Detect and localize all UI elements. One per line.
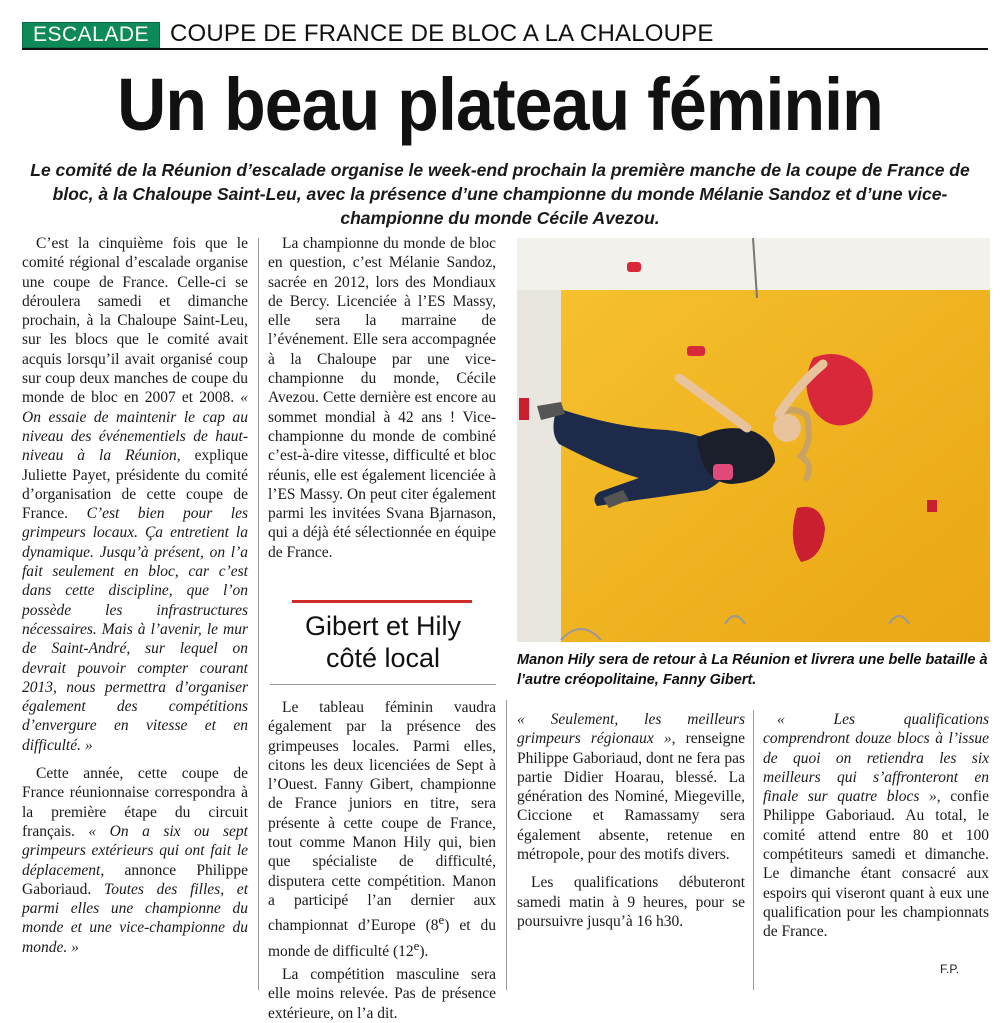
- paragraph-text: confie Philippe Gaboriaud. Au total, le comité attend entre 80 et 100 compétiteurs samedi et dimanche. Le dimanche étant consacré aux espoirs qui viseront quant à eux une qualification pour les championnats de France.: [763, 788, 989, 941]
- headline: Un beau plateau féminin: [117, 63, 883, 146]
- paragraph-text: ).: [419, 942, 429, 960]
- box-accent-rule: [292, 600, 472, 603]
- paragraph: [517, 710, 745, 864]
- quote: « On essaie de maintenir le cap au niveau des événementiels de haut-niveau à la Réunion,: [22, 389, 248, 465]
- quote: « Seulement, les meilleurs grimpeurs régionaux »,: [517, 711, 745, 748]
- quote: C’est bien pour les grimpeurs locaux. Ça entretient la dynamique. Jusqu’à présent, on l’a fait seulement en bloc, car c’est dans cette discipline, que l’on possède les infrastructures nécessaires. Mais à l’avenir, le mur de Saint-André, sur lequel on devrait pouvoir compter courant 2013, nous permettra d’organiser également des compétitions d’envergure en vitesse et en difficulté. »: [22, 505, 249, 754]
- quote: Toutes des filles, et parmi elles une championne du monde et une vice-championne du monde. »: [22, 880, 248, 956]
- column-divider: [506, 700, 507, 990]
- section-rubric: [22, 22, 988, 48]
- kicker: COUPE DE FRANCE DE BLOC A LA CHALOUPE: [170, 20, 714, 47]
- box-column-1: [268, 698, 496, 1023]
- paragraph: [268, 698, 496, 961]
- paragraph-text: Le tableau féminin vaudra également par la présence des grimpeuses locales. Parmi elles, citons les deux licenciées de Sept à l’Ouest. Fanny Gibert, championne de France juniors en titre, sera présente à cette coupe de France, tout comme Manon Hily qui, bien que spécialiste de difficulté, disputera cette compétition. Manon a participé l’an dernier aux championnat d’Europe (8: [268, 699, 496, 935]
- column-divider: [258, 238, 259, 990]
- paragraph: [22, 764, 248, 957]
- section-tag: ESCALADE: [22, 22, 160, 48]
- paragraph: [268, 965, 496, 1023]
- paragraph: [22, 234, 248, 755]
- paragraph-text: explique Juliette Payet, présidente du comité d’organisation de cette coupe de France.: [22, 447, 249, 523]
- paragraph: La championne du monde de bloc en question, c’est Mélanie Sandoz, sacrée en 2012, lors des Mondiaux de Bercy. Licenciée à l’ES Massy, elle sera la marraine de l’événement. Elle sera accompagnée à la Chaloupe par une vice-championne du monde, Cécile Avezou. Cette dernière est encore au sommet mondial à 42 ans ! Vice-championne du monde de combiné c’est-à-dire vitesse, difficulté et bloc réunis, elle est également licenciée à l’ES Massy. On peut citer également parmi les invitées Svana Bjarnason, qui a déjà été sélectionnée en équipe de France.: [268, 235, 496, 561]
- box-column-2: [517, 710, 745, 931]
- quote: « Les qualifications comprendront douze blocs à l’issue de quoi on retiendra les six meilleurs qui s’affronteront en finale sur quatre blocs »,: [763, 711, 989, 806]
- box-title-line: Gibert et Hily: [304, 611, 462, 641]
- photo-caption: Manon Hily sera de retour à La Réunion et livrera une belle bataille à l’autre créopolitaine, Fanny Gibert.: [517, 652, 988, 688]
- paragraph: [763, 710, 989, 942]
- box-column-3: [763, 710, 989, 942]
- header-rule: [22, 48, 988, 50]
- lede: Le comité de la Réunion d’escalade organise le week-end prochain la première manche de la coupe de France de bloc, à la Chaloupe Saint-Leu, avec la présence d’une championne du monde Mélanie Sandoz et d’une vice-championne du monde Cécile Avezou.: [30, 160, 970, 228]
- paragraph-text: C’est la cinquième fois que le comité régional d’escalade organise une coupe de France. Celle-ci se déroulera samedi et dimanche prochain, à la Chaloupe Saint-Leu, sur les blocs que le comité avait acquis lorsqu’il avait organisé coup sur coup deux manches de coupe du monde de bloc en 2007 et 2008.: [22, 235, 248, 407]
- paragraph-text: annonce Philippe Gaboriaud.: [22, 861, 248, 898]
- paragraph-text: Cette année, cette coupe de France réunionnaise correspondra à la première étape du circuit français.: [22, 765, 248, 840]
- quote: « On a six ou sept grimpeurs extérieurs qui ont fait le déplacement,: [22, 822, 248, 879]
- paragraph: Les qualifications débuteront samedi matin à 9 heures, pour se poursuivre jusqu’à 16 h30.: [517, 874, 745, 930]
- superscript: e: [438, 912, 445, 928]
- superscript: e: [413, 937, 420, 953]
- climbing-photo: [517, 238, 990, 642]
- box-title: [270, 610, 496, 674]
- author-signature: F.P.: [940, 962, 960, 976]
- paragraph-text: La compétition masculine sera elle moins relevée. Pas de présence extérieure, on l’a dit.: [268, 966, 496, 1022]
- paragraph-text: ) et du monde de difficulté (12: [268, 917, 496, 960]
- column-divider: [753, 710, 754, 990]
- box-separator: [270, 684, 496, 685]
- article-column-1: [22, 234, 248, 957]
- paragraph-text: renseigne Philippe Gaboriaud, dont ne fera pas partie Didier Hoarau, blessé. La génération des Nominé, Miegeville, Ciccione et Ramassamy sera également absente, retenue en métropole, pour des motifs divers.: [517, 730, 746, 864]
- article-column-2: [268, 234, 496, 562]
- climber-illustration: [517, 238, 990, 642]
- box-title-line: côté local: [325, 643, 441, 673]
